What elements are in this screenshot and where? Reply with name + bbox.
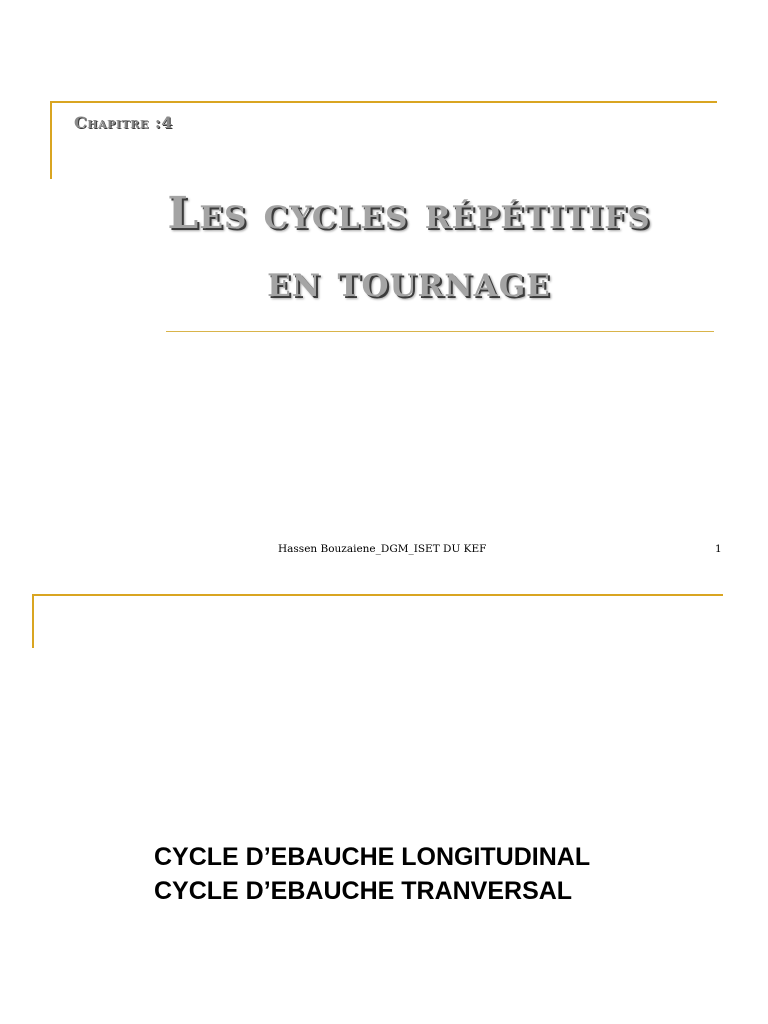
- page-number: 1: [715, 543, 722, 555]
- list-item: CYCLE D’EBAUCHE TRANVERSAL: [154, 877, 573, 905]
- slide-footer: Hassen Bouzaiene_DGM_ISET DU KEF: [278, 543, 487, 555]
- frame-top-line: [32, 594, 723, 596]
- slide-title-line-1: Les cycles répétitifs: [167, 188, 651, 239]
- frame-left-line: [50, 101, 52, 179]
- list-item: CYCLE D’EBAUCHE LONGITUDINAL: [154, 843, 591, 871]
- chapter-label: Chapitre :4: [74, 113, 173, 132]
- slide-2: [0, 582, 768, 1024]
- title-underline: [166, 331, 714, 332]
- slide-title: [60, 180, 758, 316]
- frame-left-line: [32, 594, 34, 648]
- slide-title-line-2: en tournage: [267, 256, 551, 307]
- cycle-list: [154, 840, 590, 908]
- frame-top-line: [50, 101, 717, 103]
